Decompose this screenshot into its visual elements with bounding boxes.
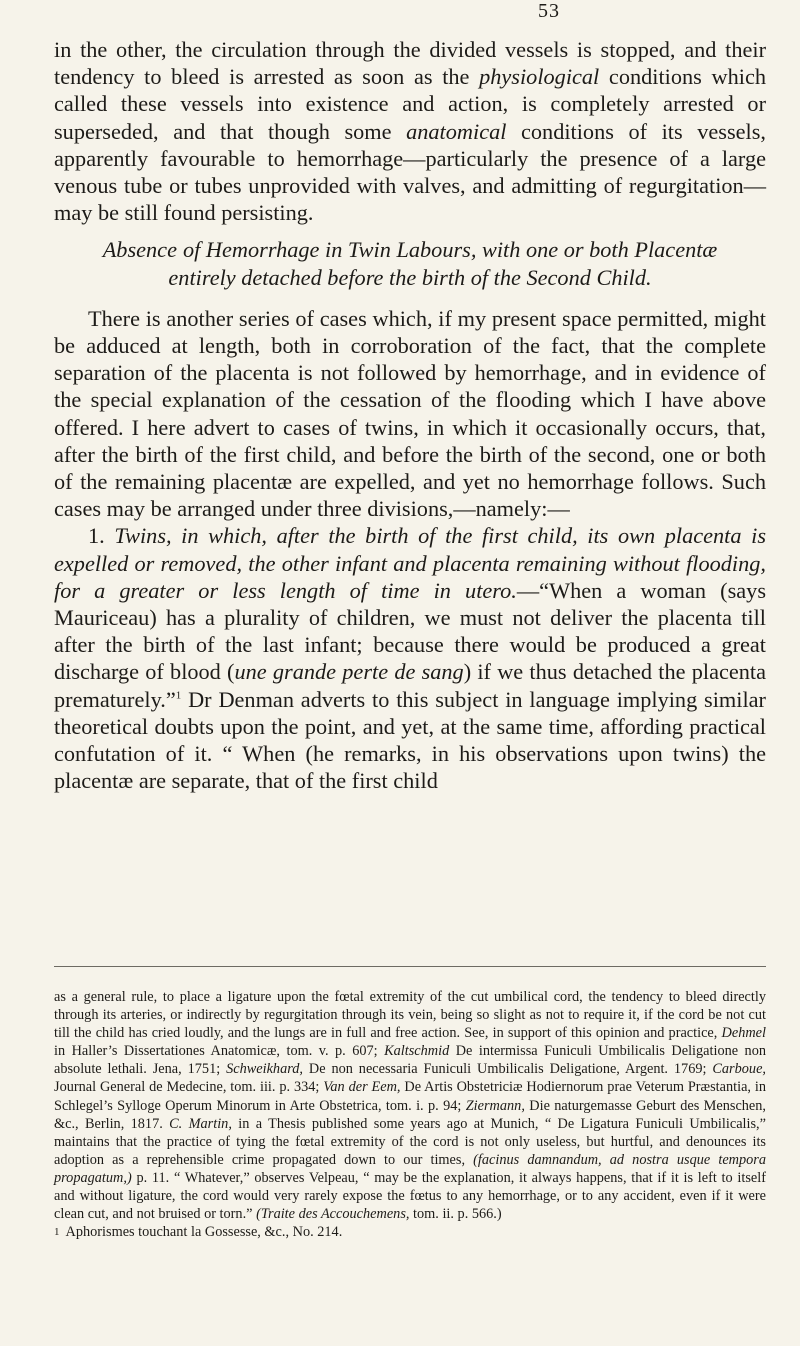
paragraph-continuation: in the other, the circulation through the divided vessels is stopped, and their tendency to bleed is arrested as soon as the physiological conditions which called these vessels into existence and action, is completely arrested or superseded, and that though some anatomical conditions of its vessels, apparently favourable to hemorrhage—particularly the presence of a large venous tube or tubes unprovided with valves, and admitting of regurgitation—may be still found persisting. (54, 37, 766, 226)
paragraph-twins-intro: There is another series of cases which, if my present space permitted, might be adduced at length, both in corroboration of the fact, that the complete separation of the placenta is not followed by hemorrhage, and in evidence of the special explanation of the cessation of the flooding which I have above offered. I here advert to cases of twins, in which it occasionally occurs, that, after the birth of the first child, and before the birth of the second, one or both of the remaining placentæ are expelled, and yet no hemorrhage follows. Such cases may be arranged under three divisions,—namely:— (54, 305, 766, 522)
paragraph-division-one: 1. Twins, in which, after the birth of the first child, its own placenta is expelled or removed, the other infant and placenta remaining without flooding, for a greater or less length of time in utero.—“When a woman (says Mauriceau) has a plurality of children, we must not deliver the placenta till after the birth of the last infant; because there would be produced a great discharge of blood (une grande perte de sang) if we thus detached the placenta prematurely.”$^1$ Dr Denman adverts to this subject in language implying similar theoretical doubts upon the point, and yet, at the same time, affording practical confutation of it. “ When (he remarks, in his observations upon twins) the placentæ are separate, that of the first child (54, 523, 766, 794)
footnote-divider (54, 966, 766, 967)
footnote-1: $^1$ Aphorismes touchant la Gossesse, &c., No. 214. (54, 1224, 343, 1241)
section-heading: Absence of Hemorrhage in Twin Labours, with one or both Placentæ entirely detached before the birth of the Second Child. (102, 237, 718, 290)
main-text (54, 36, 766, 794)
page-number: 53 (538, 0, 560, 22)
footnotes (54, 988, 766, 1241)
footnote-mark: 1 (54, 1226, 60, 1239)
footnote-reference: 1 (175, 689, 182, 702)
footnote-continuation: as a general rule, to place a ligature upon the fœtal extremity of the cut umbilical cord, the tendency to bleed directly through its arteries, or indirectly by regurgitation through its vein, being so slight as not to require it, if the cord be not cut till the child has cried loudly, and the lungs are in full and free action. See, in support of this opinion and practice, Dehmel in Haller’s Dissertationes Anatomicæ, tom. v. p. 607; Kaltschmid De intermissa Funiculi Umbilicalis Deligatione non absolute lethali. Jena, 1751; Schweikhard, De non necessaria Funiculi Umbilicalis Deligatione, Argent. 1769; Carboue, Journal General de Medecine, tom. iii. p. 334; Van der Eem, De Artis Obstetriciæ Hodiernorum prae Veterum Præstantia, in Schlegel’s Sylloge Operum Minorum in Arte Obstetrica, tom. i. p. 94; Ziermann, Die naturgemasse Geburt des Menschen, &c., Berlin, 1817. C. Martin, in a Thesis published some years ago at Munich, “ De Ligatura Funiculi Umbilicalis,” maintains that the practice of tying the fœtal extremity of the cord is not only useless, but hurtful, and denounces its adoption as a reprehensible crime propagated down to our times, (facinus damnandum, ad nostra usque tempora propagatum,) p. 11. “ Whatever,” observes Velpeau, “ may be the explanation, it always happens, that if it is left to itself and without ligature, the cord would very rarely expose the fœtus to any hemorrhage, or to any accident, even if it were clean cut, and not bruised or torn.” (Traite des Accouchemens, tom. ii. p. 566.) (54, 989, 767, 1223)
